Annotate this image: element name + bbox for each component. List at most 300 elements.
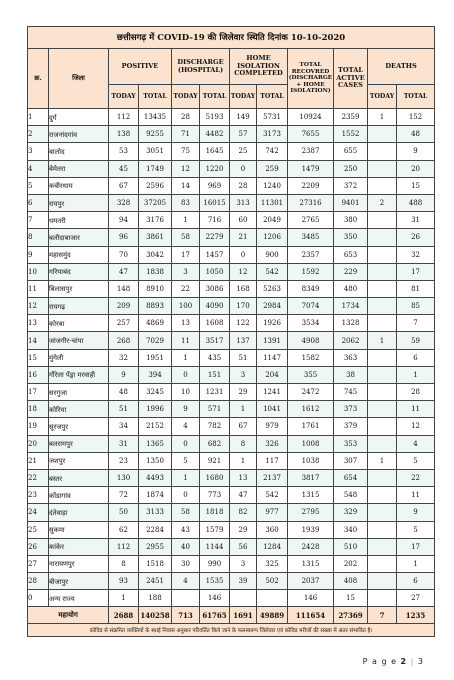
- positive-today-cell: 50: [109, 504, 139, 521]
- home-isolation-total-cell: 977: [257, 504, 288, 521]
- table-row: [28, 212, 435, 229]
- discharge-today-cell: 28: [172, 109, 200, 126]
- recovered-cell: 146: [288, 590, 334, 607]
- serial-cell: 20: [28, 435, 49, 452]
- active-cell: 307: [334, 452, 368, 469]
- district-cell: रायपुर: [49, 194, 109, 211]
- home-isolation-today-cell: 0: [230, 246, 257, 263]
- table-title: छत्तीसगढ़ में COVID-19 की जिलेवार स्थिति दिनांक 10-10-2020: [28, 27, 435, 49]
- page-number: [363, 657, 424, 666]
- page-total: 3: [417, 657, 424, 666]
- home-isolation-today-cell: 60: [230, 212, 257, 229]
- home-isolation-total-cell: 2049: [257, 212, 288, 229]
- deaths-total-cell: 9: [397, 143, 435, 160]
- positive-today-cell: 48: [109, 384, 139, 401]
- discharge-total-cell: 3086: [200, 280, 230, 297]
- serial-cell: 26: [28, 538, 49, 555]
- positive-today-cell: 112: [109, 538, 139, 555]
- district-cell: गौरेला पेंड्रा मरवाही: [49, 366, 109, 383]
- recovered-cell: 2795: [288, 504, 334, 521]
- active-cell: 510: [334, 538, 368, 555]
- serial-cell: 27: [28, 555, 49, 572]
- discharge-today-cell: 4: [172, 573, 200, 590]
- district-cell: बेमेतरा: [49, 160, 109, 177]
- positive-total-cell: 2451: [139, 573, 172, 590]
- positive-total-cell: 4869: [139, 315, 172, 332]
- deaths-today-cell: [368, 590, 397, 607]
- table-row: [28, 366, 435, 383]
- deaths-today-cell: 2: [368, 194, 397, 211]
- deaths-today-cell: [368, 280, 397, 297]
- home-isolation-total-cell: 1241: [257, 384, 288, 401]
- table-row: [28, 590, 435, 607]
- discharge-today-cell: 1: [172, 212, 200, 229]
- discharge-today-cell: 3: [172, 263, 200, 280]
- active-cell: 745: [334, 384, 368, 401]
- totals-label: महायोग: [28, 607, 109, 624]
- serial-cell: 19: [28, 418, 49, 435]
- page-current: 2: [400, 657, 408, 666]
- deaths-today-cell: [368, 401, 397, 418]
- positive-today-cell: 62: [109, 521, 139, 538]
- positive-today-cell: 32: [109, 349, 139, 366]
- district-cell: बालोद: [49, 143, 109, 160]
- active-cell: 9401: [334, 194, 368, 211]
- recovered-cell: 1761: [288, 418, 334, 435]
- active-cell: 653: [334, 246, 368, 263]
- positive-total-cell: 8910: [139, 280, 172, 297]
- active-cell: 15: [334, 590, 368, 607]
- discharge-total-cell: 1144: [200, 538, 230, 555]
- totals-discharge-total: 61765: [200, 607, 230, 624]
- district-cell: सूरजपुर: [49, 418, 109, 435]
- positive-today-cell: 72: [109, 487, 139, 504]
- table-row: [28, 177, 435, 194]
- header-positive-total: TOTAL: [139, 85, 172, 109]
- discharge-today-cell: 5: [172, 452, 200, 469]
- district-cell: कोंडागांव: [49, 487, 109, 504]
- district-cell: गरियाबंद: [49, 263, 109, 280]
- discharge-total-cell: 571: [200, 401, 230, 418]
- header-deaths: DEATHS: [368, 49, 435, 85]
- home-isolation-today-cell: 67: [230, 418, 257, 435]
- table-row: [28, 126, 435, 143]
- deaths-today-cell: [368, 298, 397, 315]
- recovered-cell: 3817: [288, 469, 334, 486]
- positive-today-cell: 31: [109, 435, 139, 452]
- home-isolation-total-cell: 1391: [257, 332, 288, 349]
- home-isolation-today-cell: 3: [230, 555, 257, 572]
- deaths-today-cell: [368, 573, 397, 590]
- positive-total-cell: 1874: [139, 487, 172, 504]
- deaths-total-cell: 26: [397, 229, 435, 246]
- discharge-today-cell: 43: [172, 521, 200, 538]
- recovered-cell: 2472: [288, 384, 334, 401]
- deaths-today-cell: [368, 315, 397, 332]
- serial-cell: 25: [28, 521, 49, 538]
- home-isolation-today-cell: 57: [230, 126, 257, 143]
- district-cell: सुकमा: [49, 521, 109, 538]
- deaths-total-cell: 5: [397, 521, 435, 538]
- home-isolation-today-cell: 3: [230, 366, 257, 383]
- discharge-today-cell: 11: [172, 332, 200, 349]
- active-cell: 363: [334, 349, 368, 366]
- serial-cell: 24: [28, 504, 49, 521]
- deaths-total-cell: 152: [397, 109, 435, 126]
- serial-cell: 2: [28, 126, 49, 143]
- home-isolation-total-cell: 1206: [257, 229, 288, 246]
- positive-today-cell: 209: [109, 298, 139, 315]
- home-isolation-today-cell: 313: [230, 194, 257, 211]
- active-cell: 38: [334, 366, 368, 383]
- deaths-today-cell: 1: [368, 332, 397, 349]
- discharge-today-cell: 22: [172, 280, 200, 297]
- home-isolation-total-cell: 326: [257, 435, 288, 452]
- table-row: [28, 349, 435, 366]
- deaths-total-cell: 12: [397, 418, 435, 435]
- table-row: [28, 109, 435, 126]
- home-isolation-total-cell: 5263: [257, 280, 288, 297]
- active-cell: 353: [334, 435, 368, 452]
- header-discharge-total: TOTAL: [200, 85, 230, 109]
- totals-active: 27369: [334, 607, 368, 624]
- table-row: [28, 194, 435, 211]
- positive-total-cell: 1951: [139, 349, 172, 366]
- home-isolation-total-cell: 542: [257, 263, 288, 280]
- home-isolation-today-cell: 168: [230, 280, 257, 297]
- discharge-total-cell: 682: [200, 435, 230, 452]
- home-isolation-total-cell: 5731: [257, 109, 288, 126]
- discharge-total-cell: 4482: [200, 126, 230, 143]
- active-cell: 654: [334, 469, 368, 486]
- active-cell: 229: [334, 263, 368, 280]
- header-home-isolation-total: TOTAL: [257, 85, 288, 109]
- deaths-total-cell: 59: [397, 332, 435, 349]
- home-isolation-today-cell: 25: [230, 143, 257, 160]
- header-positive-today: TODAY: [109, 85, 139, 109]
- home-isolation-today-cell: 8: [230, 435, 257, 452]
- serial-cell: 18: [28, 401, 49, 418]
- deaths-total-cell: 5: [397, 452, 435, 469]
- home-isolation-today-cell: 122: [230, 315, 257, 332]
- discharge-today-cell: 0: [172, 487, 200, 504]
- home-isolation-today-cell: 137: [230, 332, 257, 349]
- table-row: [28, 315, 435, 332]
- positive-today-cell: 1: [109, 590, 139, 607]
- recovered-cell: 4908: [288, 332, 334, 349]
- positive-total-cell: 37205: [139, 194, 172, 211]
- active-cell: 372: [334, 177, 368, 194]
- positive-total-cell: 2596: [139, 177, 172, 194]
- deaths-today-cell: [368, 349, 397, 366]
- district-cell: कबीरधाम: [49, 177, 109, 194]
- home-isolation-today-cell: 149: [230, 109, 257, 126]
- positive-today-cell: 53: [109, 143, 139, 160]
- serial-cell: 4: [28, 160, 49, 177]
- positive-total-cell: 3245: [139, 384, 172, 401]
- positive-total-cell: 7029: [139, 332, 172, 349]
- district-cell: जांजगीर-चांपा: [49, 332, 109, 349]
- active-cell: 350: [334, 229, 368, 246]
- table-row: [28, 469, 435, 486]
- positive-total-cell: 2955: [139, 538, 172, 555]
- home-isolation-today-cell: 29: [230, 384, 257, 401]
- totals-positive-total: 140258: [139, 607, 172, 624]
- home-isolation-today-cell: 29: [230, 521, 257, 538]
- discharge-total-cell: 990: [200, 555, 230, 572]
- serial-cell: 16: [28, 366, 49, 383]
- home-isolation-today-cell: 1: [230, 452, 257, 469]
- home-isolation-total-cell: 325: [257, 555, 288, 572]
- positive-total-cell: 394: [139, 366, 172, 383]
- home-isolation-total-cell: 204: [257, 366, 288, 383]
- deaths-today-cell: [368, 177, 397, 194]
- serial-cell: 5: [28, 177, 49, 194]
- recovered-cell: 7074: [288, 298, 334, 315]
- table-row: [28, 160, 435, 177]
- district-cell: बलौदाबाजार: [49, 229, 109, 246]
- recovered-cell: 1008: [288, 435, 334, 452]
- discharge-total-cell: 1457: [200, 246, 230, 263]
- home-isolation-total-cell: 502: [257, 573, 288, 590]
- home-isolation-total-cell: 1147: [257, 349, 288, 366]
- recovered-cell: 1612: [288, 401, 334, 418]
- deaths-total-cell: 17: [397, 263, 435, 280]
- table-row: [28, 435, 435, 452]
- discharge-total-cell: 1608: [200, 315, 230, 332]
- discharge-total-cell: 1050: [200, 263, 230, 280]
- serial-cell: 17: [28, 384, 49, 401]
- discharge-today-cell: 1: [172, 349, 200, 366]
- discharge-total-cell: 151: [200, 366, 230, 383]
- discharge-today-cell: [172, 590, 200, 607]
- serial-cell: 28: [28, 573, 49, 590]
- header-serial: क्र.: [28, 49, 49, 109]
- home-isolation-today-cell: 13: [230, 469, 257, 486]
- table-row: [28, 401, 435, 418]
- deaths-total-cell: 20: [397, 160, 435, 177]
- deaths-today-cell: [368, 418, 397, 435]
- discharge-total-cell: 782: [200, 418, 230, 435]
- positive-total-cell: 188: [139, 590, 172, 607]
- discharge-total-cell: 921: [200, 452, 230, 469]
- deaths-total-cell: 488: [397, 194, 435, 211]
- discharge-today-cell: 100: [172, 298, 200, 315]
- serial-cell: 6: [28, 194, 49, 211]
- active-cell: 1734: [334, 298, 368, 315]
- footnote: कोविड से संक्रमित व्यक्तियों के स्थाई निवास अनुसार परिवर्तित किये जाने के फलस्वरूप जिलेवार एवं कोविड मरीजों की संख्या में अंतर संभावित है।: [28, 624, 435, 637]
- discharge-total-cell: 1818: [200, 504, 230, 521]
- home-isolation-total-cell: 542: [257, 487, 288, 504]
- deaths-today-cell: [368, 521, 397, 538]
- discharge-today-cell: 58: [172, 504, 200, 521]
- recovered-cell: 355: [288, 366, 334, 383]
- home-isolation-today-cell: 82: [230, 504, 257, 521]
- home-isolation-today-cell: 1: [230, 401, 257, 418]
- district-cell: दुर्ग: [49, 109, 109, 126]
- serial-cell: 8: [28, 229, 49, 246]
- active-cell: 2062: [334, 332, 368, 349]
- district-cell: सरगुजा: [49, 384, 109, 401]
- positive-total-cell: 3042: [139, 246, 172, 263]
- recovered-cell: 2037: [288, 573, 334, 590]
- positive-total-cell: 1350: [139, 452, 172, 469]
- table-row: [28, 143, 435, 160]
- deaths-today-cell: [368, 366, 397, 383]
- totals-recovered: 111654: [288, 607, 334, 624]
- recovered-cell: 1939: [288, 521, 334, 538]
- home-isolation-total-cell: 1284: [257, 538, 288, 555]
- home-isolation-total-cell: 742: [257, 143, 288, 160]
- serial-cell: 13: [28, 315, 49, 332]
- district-cell: रायगढ़: [49, 298, 109, 315]
- table-row: [28, 280, 435, 297]
- recovered-cell: 2765: [288, 212, 334, 229]
- deaths-total-cell: 9: [397, 504, 435, 521]
- district-cell: कोरबा: [49, 315, 109, 332]
- positive-total-cell: 1749: [139, 160, 172, 177]
- district-cell: दंतेवाड़ा: [49, 504, 109, 521]
- active-cell: 373: [334, 401, 368, 418]
- recovered-cell: 2428: [288, 538, 334, 555]
- discharge-total-cell: 1535: [200, 573, 230, 590]
- active-cell: 380: [334, 212, 368, 229]
- positive-today-cell: 94: [109, 212, 139, 229]
- home-isolation-total-cell: 979: [257, 418, 288, 435]
- discharge-today-cell: 13: [172, 315, 200, 332]
- deaths-today-cell: [368, 504, 397, 521]
- deaths-today-cell: [368, 126, 397, 143]
- home-isolation-total-cell: 1240: [257, 177, 288, 194]
- deaths-today-cell: [368, 263, 397, 280]
- discharge-total-cell: 1645: [200, 143, 230, 160]
- table-body: [28, 109, 435, 607]
- header-positive: POSITIVE: [109, 49, 172, 85]
- page-word: P a g e: [362, 657, 397, 666]
- discharge-total-cell: 4090: [200, 298, 230, 315]
- home-isolation-today-cell: 12: [230, 263, 257, 280]
- discharge-today-cell: 10: [172, 384, 200, 401]
- deaths-today-cell: [368, 229, 397, 246]
- active-cell: 480: [334, 280, 368, 297]
- positive-total-cell: 3861: [139, 229, 172, 246]
- recovered-cell: 1592: [288, 263, 334, 280]
- discharge-today-cell: 1: [172, 469, 200, 486]
- district-cell: बलरामपुर: [49, 435, 109, 452]
- serial-cell: 22: [28, 469, 49, 486]
- positive-today-cell: 112: [109, 109, 139, 126]
- recovered-cell: 3485: [288, 229, 334, 246]
- deaths-today-cell: [368, 384, 397, 401]
- home-isolation-total-cell: [257, 590, 288, 607]
- recovered-cell: 8349: [288, 280, 334, 297]
- district-cell: मुंगेली: [49, 349, 109, 366]
- deaths-today-cell: 1: [368, 109, 397, 126]
- discharge-total-cell: 1579: [200, 521, 230, 538]
- positive-total-cell: 2284: [139, 521, 172, 538]
- discharge-today-cell: 14: [172, 177, 200, 194]
- positive-total-cell: 3176: [139, 212, 172, 229]
- table-row: [28, 229, 435, 246]
- deaths-today-cell: 1: [368, 452, 397, 469]
- home-isolation-today-cell: 56: [230, 538, 257, 555]
- district-cell: अन्य राज्य: [49, 590, 109, 607]
- district-cell: कोरिया: [49, 401, 109, 418]
- discharge-today-cell: 9: [172, 401, 200, 418]
- serial-cell: 10: [28, 263, 49, 280]
- table-row: [28, 246, 435, 263]
- recovered-cell: 1315: [288, 555, 334, 572]
- active-cell: 1552: [334, 126, 368, 143]
- deaths-total-cell: 85: [397, 298, 435, 315]
- positive-today-cell: 130: [109, 469, 139, 486]
- header-deaths-total: TOTAL: [397, 85, 435, 109]
- discharge-today-cell: 75: [172, 143, 200, 160]
- positive-today-cell: 8: [109, 555, 139, 572]
- recovered-cell: 7655: [288, 126, 334, 143]
- serial-cell: 12: [28, 298, 49, 315]
- deaths-total-cell: 11: [397, 487, 435, 504]
- positive-total-cell: 3051: [139, 143, 172, 160]
- deaths-total-cell: 4: [397, 435, 435, 452]
- active-cell: 548: [334, 487, 368, 504]
- discharge-today-cell: 30: [172, 555, 200, 572]
- district-cell: बस्तर: [49, 469, 109, 486]
- page-separator: |: [407, 657, 418, 666]
- serial-cell: 23: [28, 487, 49, 504]
- home-isolation-today-cell: 0: [230, 160, 257, 177]
- discharge-total-cell: 435: [200, 349, 230, 366]
- header-deaths-today: TODAY: [368, 85, 397, 109]
- totals-discharge-today: 713: [172, 607, 200, 624]
- active-cell: 2359: [334, 109, 368, 126]
- discharge-total-cell: 16015: [200, 194, 230, 211]
- recovered-cell: 1582: [288, 349, 334, 366]
- home-isolation-total-cell: 2984: [257, 298, 288, 315]
- positive-today-cell: 257: [109, 315, 139, 332]
- recovered-cell: 1315: [288, 487, 334, 504]
- home-isolation-today-cell: 39: [230, 573, 257, 590]
- covid-district-table: [27, 26, 435, 637]
- positive-today-cell: 45: [109, 160, 139, 177]
- district-cell: कांकेर: [49, 538, 109, 555]
- deaths-today-cell: [368, 469, 397, 486]
- deaths-today-cell: [368, 246, 397, 263]
- serial-cell: 7: [28, 212, 49, 229]
- discharge-today-cell: 83: [172, 194, 200, 211]
- positive-today-cell: 34: [109, 418, 139, 435]
- recovered-cell: 2387: [288, 143, 334, 160]
- totals-home-isolation-today: 1691: [230, 607, 257, 624]
- positive-total-cell: 13435: [139, 109, 172, 126]
- deaths-total-cell: 27: [397, 590, 435, 607]
- positive-today-cell: 93: [109, 573, 139, 590]
- positive-today-cell: 138: [109, 126, 139, 143]
- deaths-total-cell: 81: [397, 280, 435, 297]
- active-cell: 329: [334, 504, 368, 521]
- deaths-total-cell: 6: [397, 573, 435, 590]
- discharge-today-cell: 12: [172, 160, 200, 177]
- positive-today-cell: 268: [109, 332, 139, 349]
- header-home-isolation-today: TODAY: [230, 85, 257, 109]
- positive-today-cell: 47: [109, 263, 139, 280]
- positive-total-cell: 4493: [139, 469, 172, 486]
- discharge-today-cell: 17: [172, 246, 200, 263]
- discharge-total-cell: 969: [200, 177, 230, 194]
- table-row: [28, 384, 435, 401]
- totals-deaths-today: 7: [368, 607, 397, 624]
- active-cell: 379: [334, 418, 368, 435]
